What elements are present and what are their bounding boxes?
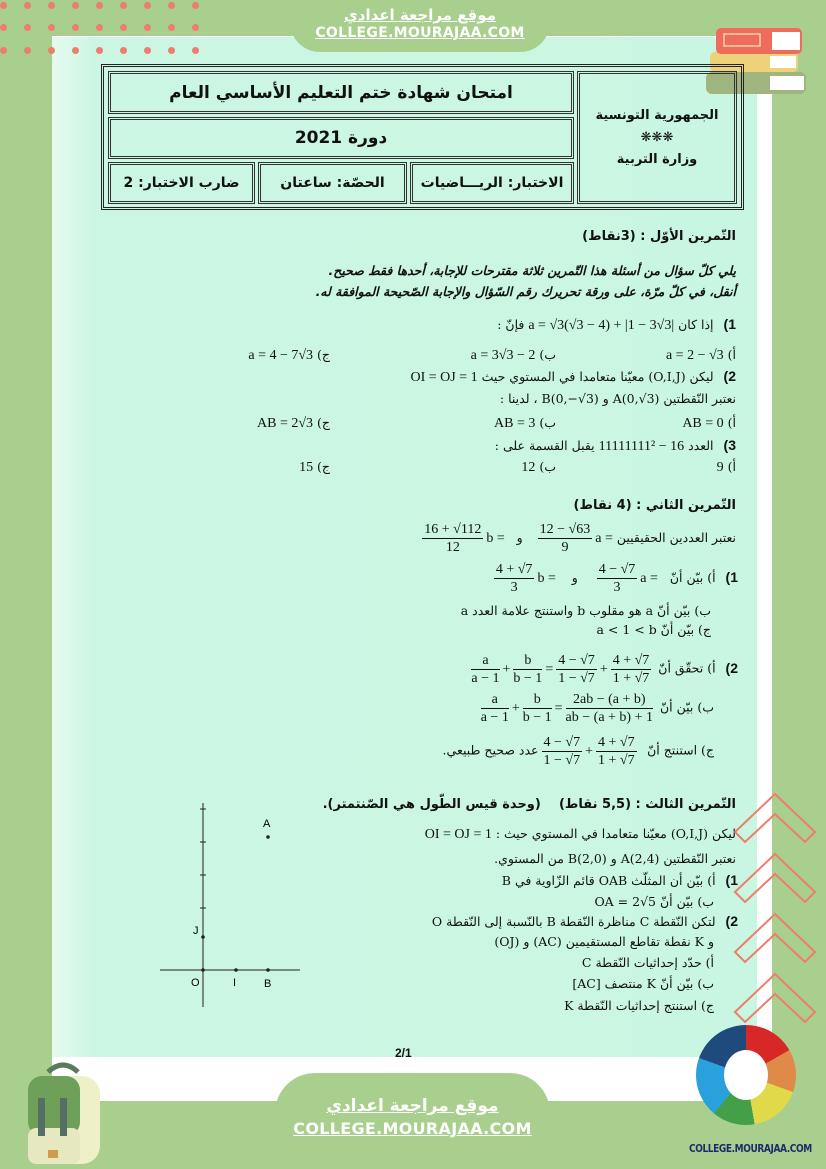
bottom-site-banner[interactable]: [275, 1073, 550, 1169]
label-i: I: [233, 977, 237, 989]
question-number: 3): [723, 437, 736, 453]
ex3-q2-line1: [432, 913, 738, 929]
ministry-label: وزارة التربية: [616, 151, 698, 167]
b-lhs: b =: [486, 531, 505, 546]
ex3-line1-formula: OI = OJ = 1: [424, 827, 492, 842]
ex1-q3-option-c: ج) 15: [299, 459, 330, 475]
exercise1-instruction-1: يلي كلّ سؤال من أسئلة هذا التّمرين ثلاثة مقترحات للإجابة، أحدها فقط صحيح.: [328, 263, 736, 278]
a-definition-fraction: $\frac{12 - √63}{9}$: [539, 522, 591, 555]
chevron-decoration-icon: [733, 792, 826, 1037]
q2c-formula: $\frac{4 - √7}{1 - √7}$ + $\frac{4 + √7}{1 + √7}$: [543, 735, 635, 768]
ex3-q2c: ج) استنتج إحداثيات النّقطة K: [564, 998, 714, 1013]
ex2-q2b: [478, 691, 714, 726]
ex2-q2a: [468, 652, 738, 687]
label-a: A: [263, 818, 271, 830]
q2-line1: لتكن النّقطة C مناظرة النّقطة B بالنّسبة إلى النّقطة O: [431, 914, 716, 929]
ex1-q3: [495, 437, 736, 455]
q1a-text: أ) بيّن أنّ: [669, 570, 716, 585]
exercise1-instruction-2: أنقل، في كلّ مرّة، على ورقة تحريرك رقم السّؤال والإجابة الصّحيحة الموافقة له.: [315, 284, 736, 299]
point-o: [201, 968, 205, 972]
ex1-q2-line2: نعتبر النّقطتين A(0,√3) و B(0,−√3) ، لدينا :: [499, 391, 736, 406]
question-number: 1): [725, 569, 738, 585]
exam-session: دورة 2021: [108, 117, 574, 159]
backpack-icon: [18, 1058, 113, 1168]
exam-coefficient: ضارب الاختبار: 2: [108, 162, 255, 204]
ex3-q1a: [502, 872, 738, 888]
logo-url-text[interactable]: COLLEGE.MOURAJAA.COM: [689, 1142, 812, 1155]
issuer-block: [577, 71, 737, 204]
top-site-banner[interactable]: [290, 0, 550, 52]
ex1-q2-option-b: ب) AB = 3: [494, 415, 556, 431]
ex1-q1-option-c: ج) a = 4 − 7√3: [248, 347, 330, 363]
q2-line1: ليكن (O,I,J) معيّنا متعامدا في المستوي حيث: [481, 369, 714, 384]
ex2-q1b: ب) بيّن أنّ a هو مقلوب b واستنتج علامة العدد a: [460, 603, 711, 618]
coordinate-figure: [160, 795, 310, 1010]
a-lhs: a =: [640, 571, 658, 586]
ex1-q1-option-a: أ) a = 2 − √3: [665, 347, 736, 363]
bottom-banner-arabic[interactable]: موقع مراجعة اعدادي: [326, 1096, 499, 1116]
q2c-text: ج) استنتج أنّ: [647, 742, 714, 758]
ex3-line1-text: ليكن (O,I,J) معيّنا متعامدا في المستوي حيث :: [495, 826, 736, 841]
top-banner-url[interactable]: COLLEGE.MOURAJAA.COM: [315, 25, 525, 41]
ex2-q1c: ج) بيّن أنّ a < 1 < b: [596, 622, 711, 637]
question-number: 1): [723, 316, 736, 332]
ex2-q1a: [491, 561, 738, 596]
q1-formula: a = √3(√3 − 4) + |1 − 3√3|: [528, 318, 675, 333]
b-simplified-fraction: $\frac{4 + √7}{3}$: [495, 562, 533, 595]
ex3-q2-line2: و K نقطة تقاطع المستقيمين (AC) و (OJ): [494, 934, 714, 949]
q2a-formula: $\frac{a}{a - 1}$ + $\frac{b}{b - 1}$ = $\frac{4 - √7}{1 - √7}$ + $\frac{4 + √7}{1 + √7}$: [471, 653, 650, 686]
question-number: 2): [725, 913, 738, 929]
label-o: O: [191, 977, 200, 989]
bottom-banner-url[interactable]: COLLEGE.MOURAJAA.COM: [293, 1119, 532, 1138]
ex2-q2c: [443, 734, 714, 769]
a-simplified-fraction: $\frac{4 - √7}{3}$: [598, 562, 636, 595]
ex1-q3-option-a: أ) 9: [716, 459, 736, 475]
republic-label: الجمهورية التونسية: [595, 107, 719, 123]
ex1-q1-option-b: ب) a = 3√3 − 2: [470, 347, 556, 363]
q3-text-prefix: العدد: [688, 438, 714, 453]
ex1-q2-option-a: أ) AB = 0: [682, 415, 736, 431]
exam-header: [101, 64, 744, 210]
ex3-line2: نعتبر النّقطتين A(2,4) و B(2,0) من المستوي.: [494, 851, 736, 866]
page-number: 2/1: [395, 1046, 412, 1060]
ex2-intro-text: نعتبر العددين الحقيقيين: [616, 530, 736, 545]
ex3-q2a: أ) حدّد إحداثيات النّقطة C: [581, 955, 714, 970]
and-word: و: [571, 570, 578, 585]
q3-formula: 11111111² − 16: [598, 439, 685, 454]
question-number: 1): [725, 872, 738, 888]
exercise2-heading: التّمرين الثاني : (4 نقاط): [573, 498, 736, 513]
q1-text-suffix: فإنّ :: [497, 317, 525, 332]
top-banner-arabic[interactable]: موقع مراجعة اعدادي: [344, 6, 496, 24]
ex3-q1b: ب) بيّن أنّ OA = 2√5: [594, 894, 714, 909]
label-j: J: [193, 925, 199, 937]
q1a-text: أ) بيّن أن المثلّث OAB قائم الزّاوية في B: [501, 873, 716, 888]
q2-formula: OI = OJ = 1: [410, 370, 478, 385]
and-word: و: [516, 530, 523, 545]
a-lhs: a =: [595, 531, 613, 546]
ex1-q3-option-b: ب) 12: [521, 459, 556, 475]
ex1-q2: [410, 368, 736, 386]
ex1-q2-option-c: ج) AB = 2√3: [257, 415, 330, 431]
q3-text-suffix: يقبل القسمة على :: [494, 438, 595, 453]
point-b: [266, 968, 270, 972]
point-a: [266, 835, 270, 839]
label-b: B: [264, 978, 272, 990]
b-lhs: b =: [537, 571, 556, 586]
q2a-text: أ) تحقّق أنّ: [658, 660, 716, 676]
stars-ornament: ❋❋❋: [640, 129, 674, 145]
q2b-formula: $\frac{a}{a - 1}$ + $\frac{b}{b - 1}$ = $\frac{2ab - (a + b)}{ab - (a + b) + 1}$: [480, 692, 653, 725]
exam-duration: الحصّة: ساعتان: [258, 162, 407, 204]
point-j: [201, 935, 205, 939]
exam-subject: الاختبار: الريـــاضيات: [410, 162, 574, 204]
exercise1-heading: التّمرين الأوّل : (3نقاط): [582, 229, 736, 244]
q2c-suffix: عدد صحيح طبيعي.: [442, 742, 539, 758]
question-number: 2): [725, 659, 738, 676]
exercise3-heading: [323, 797, 736, 812]
ex1-q1: [497, 316, 736, 334]
ex3-line1: [425, 826, 736, 843]
q1-text-prefix: إذا كان: [678, 317, 714, 332]
point-i: [234, 968, 238, 972]
ex3-unit-note: (وحدة قيس الطّول هي الصّنتمتر).: [322, 797, 541, 812]
q2b-text: ب) بيّن أنّ: [659, 699, 714, 715]
ex3-heading-text: التّمرين الثالث : (5,5 نقاط): [558, 797, 736, 812]
site-logo-icon: [696, 1025, 796, 1125]
exam-title: امتحان شهادة ختم التعليم الأساسي العام: [108, 71, 574, 114]
b-definition-fraction: $\frac{16 + √112}{12}$: [424, 522, 482, 555]
ex3-q2b: ب) بيّن أنّ K منتصف [AC]: [572, 976, 714, 991]
question-number: 2): [723, 368, 736, 384]
ex2-intro: [419, 521, 736, 556]
